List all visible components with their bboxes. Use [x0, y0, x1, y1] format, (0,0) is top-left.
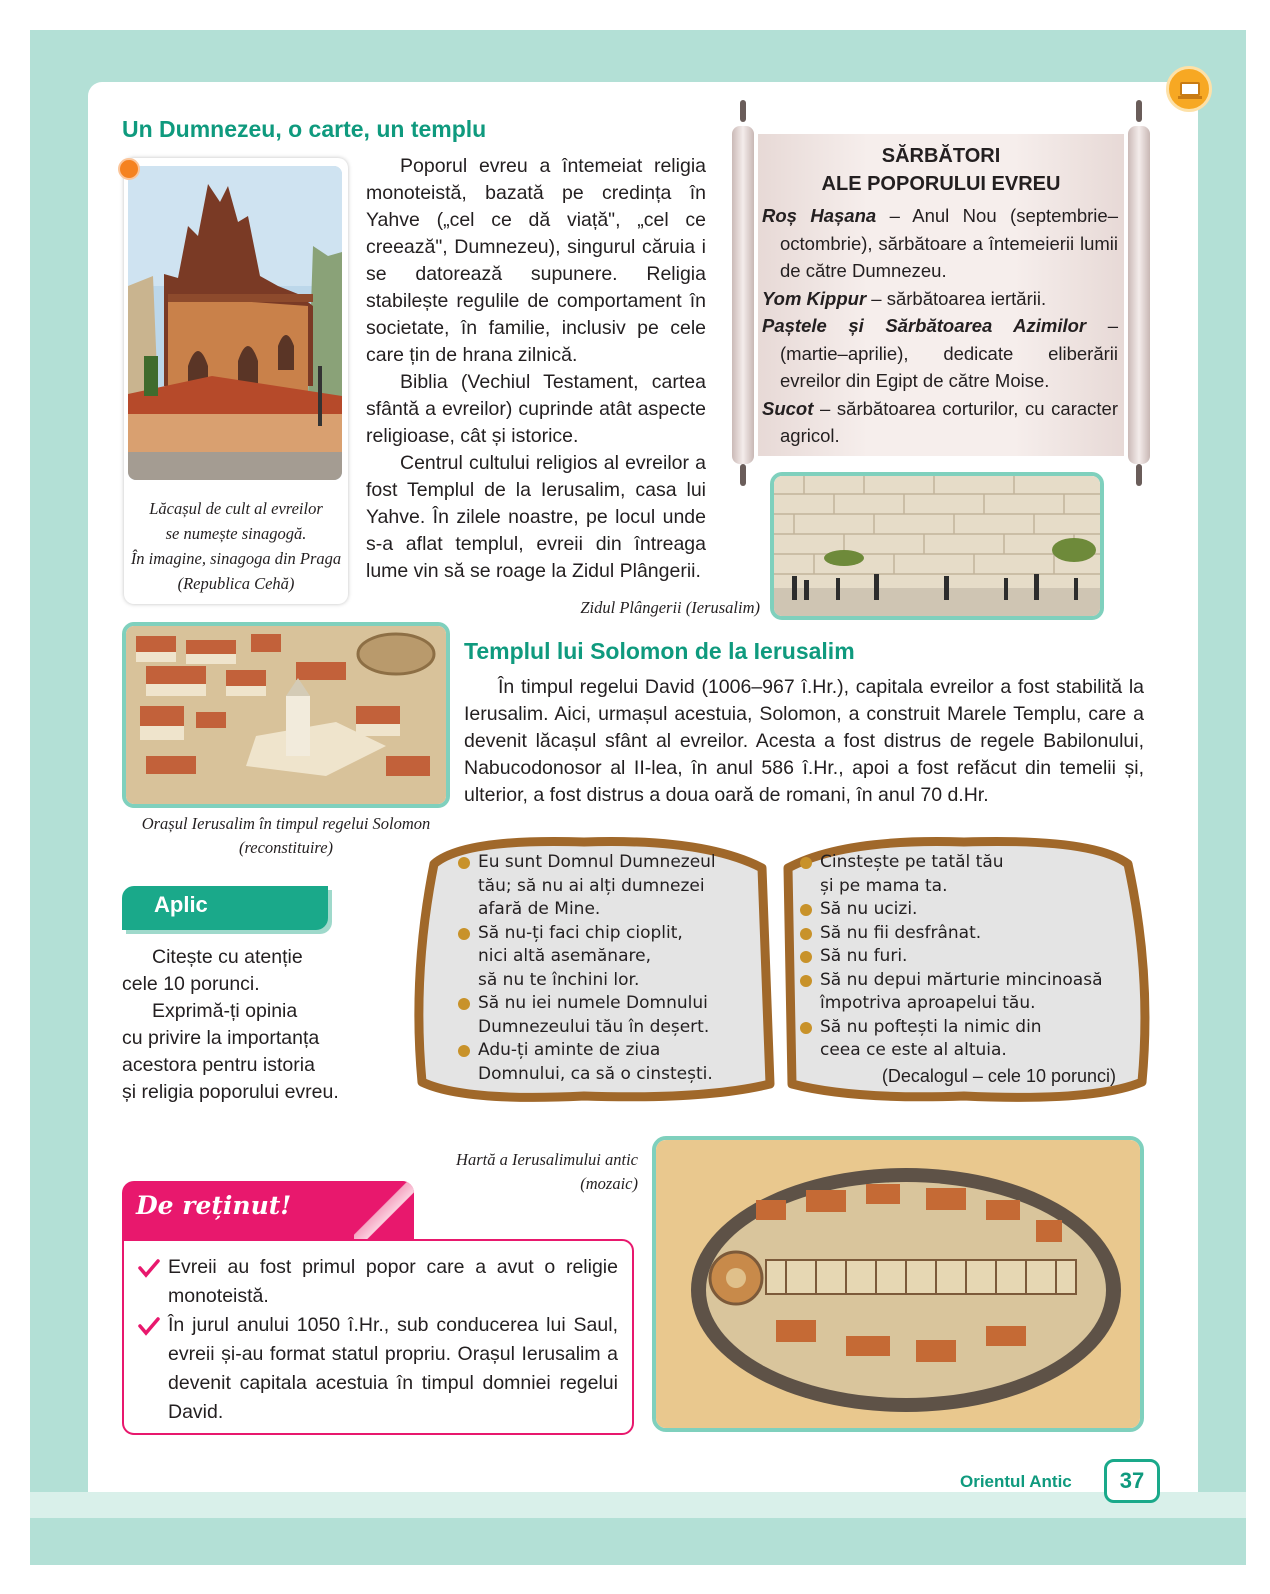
wailing-wall-photo — [770, 472, 1104, 620]
retinut-box — [122, 1239, 634, 1435]
commandment: Să nu-ți faci chip cioplit, — [458, 922, 748, 946]
chapter-label: Orientul Antic — [960, 1472, 1072, 1491]
city-caption: Orașul Ierusalim în timpul regelui Solomon (reconstituire) — [141, 814, 431, 857]
section2-title: Templul lui Solomon de la Ierusalim — [464, 638, 855, 664]
commandment: Cinstește pe tatăl tău — [800, 851, 1130, 875]
holidays-list — [762, 202, 1118, 450]
wall-caption: Zidul Plângerii (Ierusalim) — [580, 598, 760, 617]
holiday-item: Yom Kippur – sărbătoarea iertării. — [762, 287, 1047, 309]
synagogue-caption: Lăcașul de cult al evreilor se numește sinagogă. În imagine, sinagoga din Praga (Republica Cehă) — [130, 499, 342, 593]
commandment: Să nu poftești la nimic din — [800, 1016, 1130, 1040]
commandment: Să nu fii desfrânat. — [800, 922, 1130, 946]
commandments-right: Cinstește pe tatăl tău și pe mama ta. Să nu ucizi. Să nu fii desfrânat. Să nu furi. Să nu depui mărturie mincinoasă împotriva aproapelui tău. Să nu poftești la nimic din ceea ce este al altuia. — [800, 851, 1130, 1063]
retinut-item: În jurul anului 1050 î.Hr., sub conducerea lui Saul, evreii și-au format statul propriu. Orașul Ierusalim a devenit capitala acestuia în timpul domniei regelui David. — [138, 1311, 618, 1427]
commandments-left: Eu sunt Domnul Dumnezeul tău; să nu ai alți dumnezei afară de Mine. Să nu-ți faci chip cioplit, nici altă asemănare, să nu te închini lor. Să nu iei numele Domnului Dumnezeului tău în deșert. Adu-ți aminte de ziua Domnului, ca să o cinstești. — [458, 851, 748, 1086]
holiday-item: Paștele și Sărbătoarea Azimilor – (martie–aprilie), dedicate eliberării evreilor din Egipt de către Moise. — [762, 315, 1118, 391]
jerusalem-mosaic-map — [652, 1136, 1144, 1432]
decalog-caption: (Decalogul – cele 10 porunci) — [881, 1066, 1116, 1086]
commandment: Să nu iei numele Domnului — [458, 992, 748, 1016]
aplic-text: Citește cu atenție cele 10 porunci. Exprimă-ți opinia cu privire la importanța acestora pentru istoria și religia poporului evreu. — [122, 946, 339, 1103]
checkmark-icon — [138, 1258, 160, 1278]
section1-text: Poporul evreu a întemeiat religia monoteistă, bazată pe credința în Yahve („cel ce dă viață", „cel ce creează", Dumnezeu), singurul căruia i se datorează supunere. Religia stabilește regulile de comportament în societate, în familie, inclusiv pe cele care țin de hrana zilnică. Biblia (Vechiul Testament, cartea sfântă a evreilor) cuprinde atât aspecte religioase, cât și istorice. Centrul cultului religios al evreilor a fost Templul de la Ierusalim, casa lui Yahve. În zilele noastre, pe locul unde s-a aflat templul, evreii din întreaga lume vin să se roage la Zidul Plângerii. — [366, 155, 706, 582]
checkmark-icon — [138, 1316, 160, 1336]
holiday-item: Roș Hașana – Anul Nou (septembrie–octombrie), sărbătoare a întemeierii lumii de către Dumnezeu. — [762, 205, 1118, 281]
map-caption: Hartă a Ierusalimului antic (mozaic) — [456, 1150, 638, 1193]
section2-text: În timpul regelui David (1006–967 î.Hr.), capitala evreilor a fost stabilită la Ierusalim. Aici, urmașul acestuia, Solomon, a construit Marele Templu, care a devenit lăcașul sfânt al evreilor. Acesta a fost distrus de regele Babilonului, Nabucodonosor al II-lea, în anul 586 î.Hr., apoi a fost refăcut din temelii și, ulterior, a fost distrus a doua oară de romani, în anul 70 d.Hr. — [464, 676, 1144, 806]
aplic-badge: Aplic — [122, 886, 328, 930]
page-number: 37 — [1104, 1459, 1160, 1503]
footer-band — [30, 1492, 1246, 1518]
section-title: Un Dumnezeu, o carte, un templu — [122, 116, 487, 142]
holiday-item: Sucot – sărbătoarea corturilor, cu caracter agricol. — [762, 397, 1118, 446]
commandment: Adu-ți aminte de ziua — [458, 1039, 748, 1063]
commandment: Să nu depui mărturie mincinoasă — [800, 969, 1130, 993]
commandment: Să nu ucizi. — [800, 898, 1130, 922]
jerusalem-city-photo — [122, 622, 450, 808]
commandment: Eu sunt Domnul Dumnezeul — [458, 851, 748, 875]
commandment: Să nu furi. — [800, 945, 1130, 969]
holidays-title: SĂRBĂTORI ALE POPORULUI EVREU — [821, 145, 1061, 195]
synagogue-photo — [128, 166, 342, 480]
retinut-header: De reținut! — [122, 1181, 414, 1239]
computer-icon[interactable] — [1166, 66, 1212, 112]
bullet-dot-icon — [118, 158, 140, 180]
retinut-item: Evreii au fost primul popor care a avut o religie monoteistă. — [138, 1253, 618, 1311]
